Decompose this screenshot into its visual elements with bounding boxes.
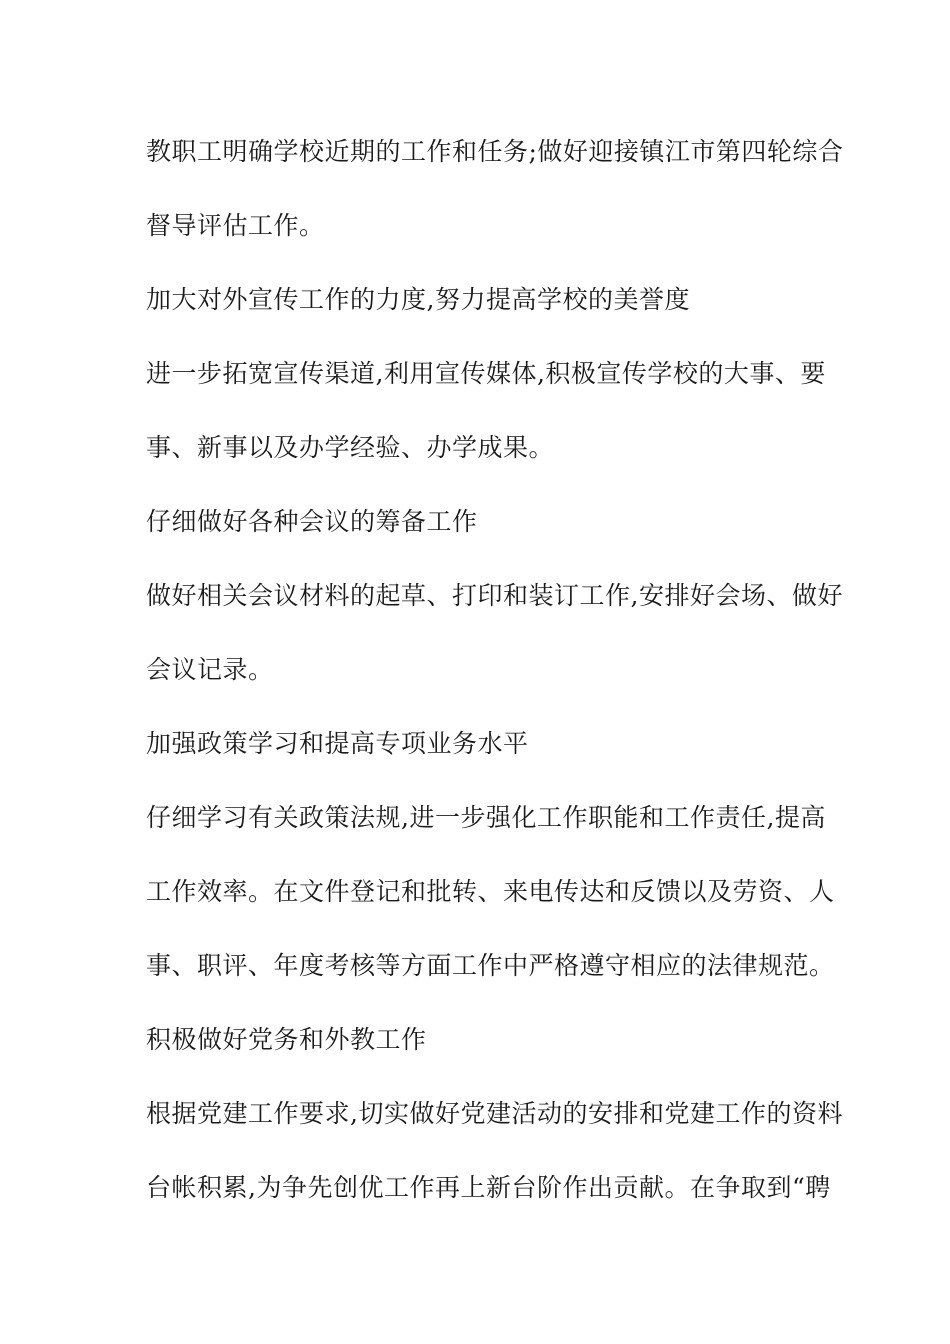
body-line: 进一步拓宽宣传渠道,利用宣传媒体,积极宣传学校的大事、要 [146, 359, 826, 388]
body-line: 工作效率。在文件登记和批转、来电传达和反馈以及劳资、人 [146, 877, 835, 906]
body-line: 事、新事以及办学经验、办学成果。 [146, 433, 555, 462]
body-line: 根据党建工作要求,切实做好党建活动的安排和党建工作的资料 [146, 1099, 843, 1128]
body-line: 仔细学习有关政策法规,进一步强化工作职能和工作责任,提高 [146, 803, 826, 832]
section-heading: 加强政策学习和提高专项业务水平 [146, 729, 529, 758]
body-line: 做好相关会议材料的起草、打印和装订工作,安排好会场、做好 [146, 581, 843, 610]
section-heading: 加大对外宣传工作的力度,努力提高学校的美誉度 [146, 285, 690, 314]
section-heading: 仔细做好各种会议的筹备工作 [146, 507, 478, 536]
body-line: 会议记录。 [146, 655, 274, 684]
body-line: 台帐积累,为争先创优工作再上新台阶作出贡献。在争取到“聘 [146, 1173, 831, 1202]
section-heading: 积极做好党务和外教工作 [146, 1025, 427, 1054]
body-line: 事、职评、年度考核等方面工作中严格遵守相应的法律规范。 [146, 951, 835, 980]
body-line: 教职工明确学校近期的工作和任务;做好迎接镇江市第四轮综合 [146, 137, 844, 166]
body-line: 督导评估工作。 [146, 211, 325, 240]
